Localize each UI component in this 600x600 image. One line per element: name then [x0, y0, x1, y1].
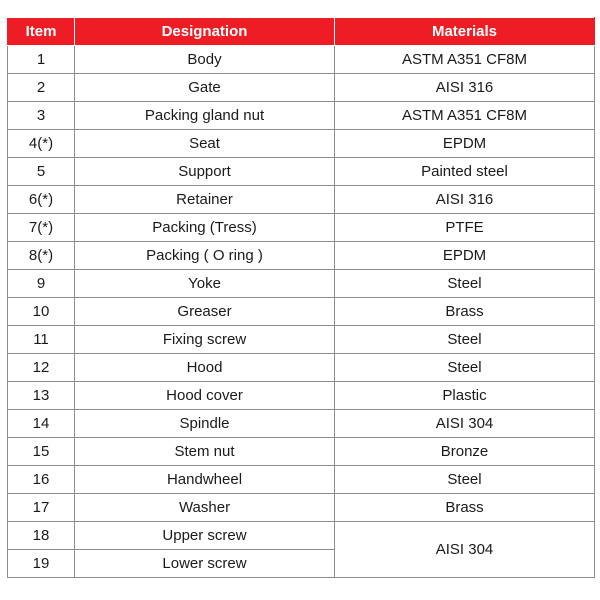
cell-material: Bronze [335, 438, 595, 466]
table-row [8, 466, 595, 494]
table-row [8, 382, 595, 410]
cell-designation: Retainer [75, 186, 335, 214]
cell-material: Plastic [335, 382, 595, 410]
cell-item: 2 [8, 74, 75, 102]
table-row [8, 74, 595, 102]
cell-item: 1 [8, 46, 75, 74]
cell-material: AISI 316 [335, 74, 595, 102]
cell-material: Brass [335, 298, 595, 326]
cell-designation: Support [75, 158, 335, 186]
header-materials: Materials [335, 18, 595, 46]
cell-designation: Spindle [75, 410, 335, 438]
cell-designation: Seat [75, 130, 335, 158]
cell-material: Steel [335, 270, 595, 298]
cell-designation: Washer [75, 494, 335, 522]
cell-item: 16 [8, 466, 75, 494]
table-row [8, 326, 595, 354]
table-row [8, 410, 595, 438]
cell-designation: Stem nut [75, 438, 335, 466]
cell-designation: Yoke [75, 270, 335, 298]
cell-material: AISI 316 [335, 186, 595, 214]
cell-material: ASTM A351 CF8M [335, 46, 595, 74]
table-row [8, 522, 595, 550]
cell-material: EPDM [335, 242, 595, 270]
cell-material: ASTM A351 CF8M [335, 102, 595, 130]
cell-designation: Handwheel [75, 466, 335, 494]
cell-material: Brass [335, 494, 595, 522]
table-row [8, 242, 595, 270]
table-header-row [8, 18, 595, 46]
table-row [8, 354, 595, 382]
table-row [8, 298, 595, 326]
cell-item: 19 [8, 550, 75, 578]
cell-designation: Packing (Tress) [75, 214, 335, 242]
table-row [8, 214, 595, 242]
cell-material: PTFE [335, 214, 595, 242]
cell-item: 10 [8, 298, 75, 326]
materials-table-container [7, 17, 594, 578]
table-row [8, 494, 595, 522]
table-row [8, 158, 595, 186]
cell-designation: Hood [75, 354, 335, 382]
cell-item: 8(*) [8, 242, 75, 270]
cell-material: Steel [335, 466, 595, 494]
materials-table [7, 17, 595, 578]
cell-item: 12 [8, 354, 75, 382]
cell-designation: Greaser [75, 298, 335, 326]
cell-designation: Packing ( O ring ) [75, 242, 335, 270]
header-designation: Designation [75, 18, 335, 46]
cell-item: 13 [8, 382, 75, 410]
cell-item: 17 [8, 494, 75, 522]
cell-designation: Fixing screw [75, 326, 335, 354]
cell-material: Steel [335, 326, 595, 354]
cell-item: 7(*) [8, 214, 75, 242]
cell-item: 6(*) [8, 186, 75, 214]
cell-designation: Hood cover [75, 382, 335, 410]
table-row [8, 438, 595, 466]
cell-item: 9 [8, 270, 75, 298]
cell-item: 15 [8, 438, 75, 466]
table-row [8, 186, 595, 214]
table-row [8, 102, 595, 130]
cell-designation: Packing gland nut [75, 102, 335, 130]
cell-designation: Gate [75, 74, 335, 102]
cell-material: Steel [335, 354, 595, 382]
cell-item: 4(*) [8, 130, 75, 158]
cell-designation: Upper screw [75, 522, 335, 550]
cell-material: AISI 304 [335, 522, 595, 578]
cell-material: AISI 304 [335, 410, 595, 438]
cell-designation: Body [75, 46, 335, 74]
cell-material: EPDM [335, 130, 595, 158]
table-row [8, 46, 595, 74]
table-row [8, 130, 595, 158]
cell-material: Painted steel [335, 158, 595, 186]
cell-item: 14 [8, 410, 75, 438]
header-item: Item [8, 18, 75, 46]
table-row [8, 270, 595, 298]
cell-item: 3 [8, 102, 75, 130]
cell-designation: Lower screw [75, 550, 335, 578]
cell-item: 18 [8, 522, 75, 550]
cell-item: 11 [8, 326, 75, 354]
table-body [8, 46, 595, 578]
cell-item: 5 [8, 158, 75, 186]
